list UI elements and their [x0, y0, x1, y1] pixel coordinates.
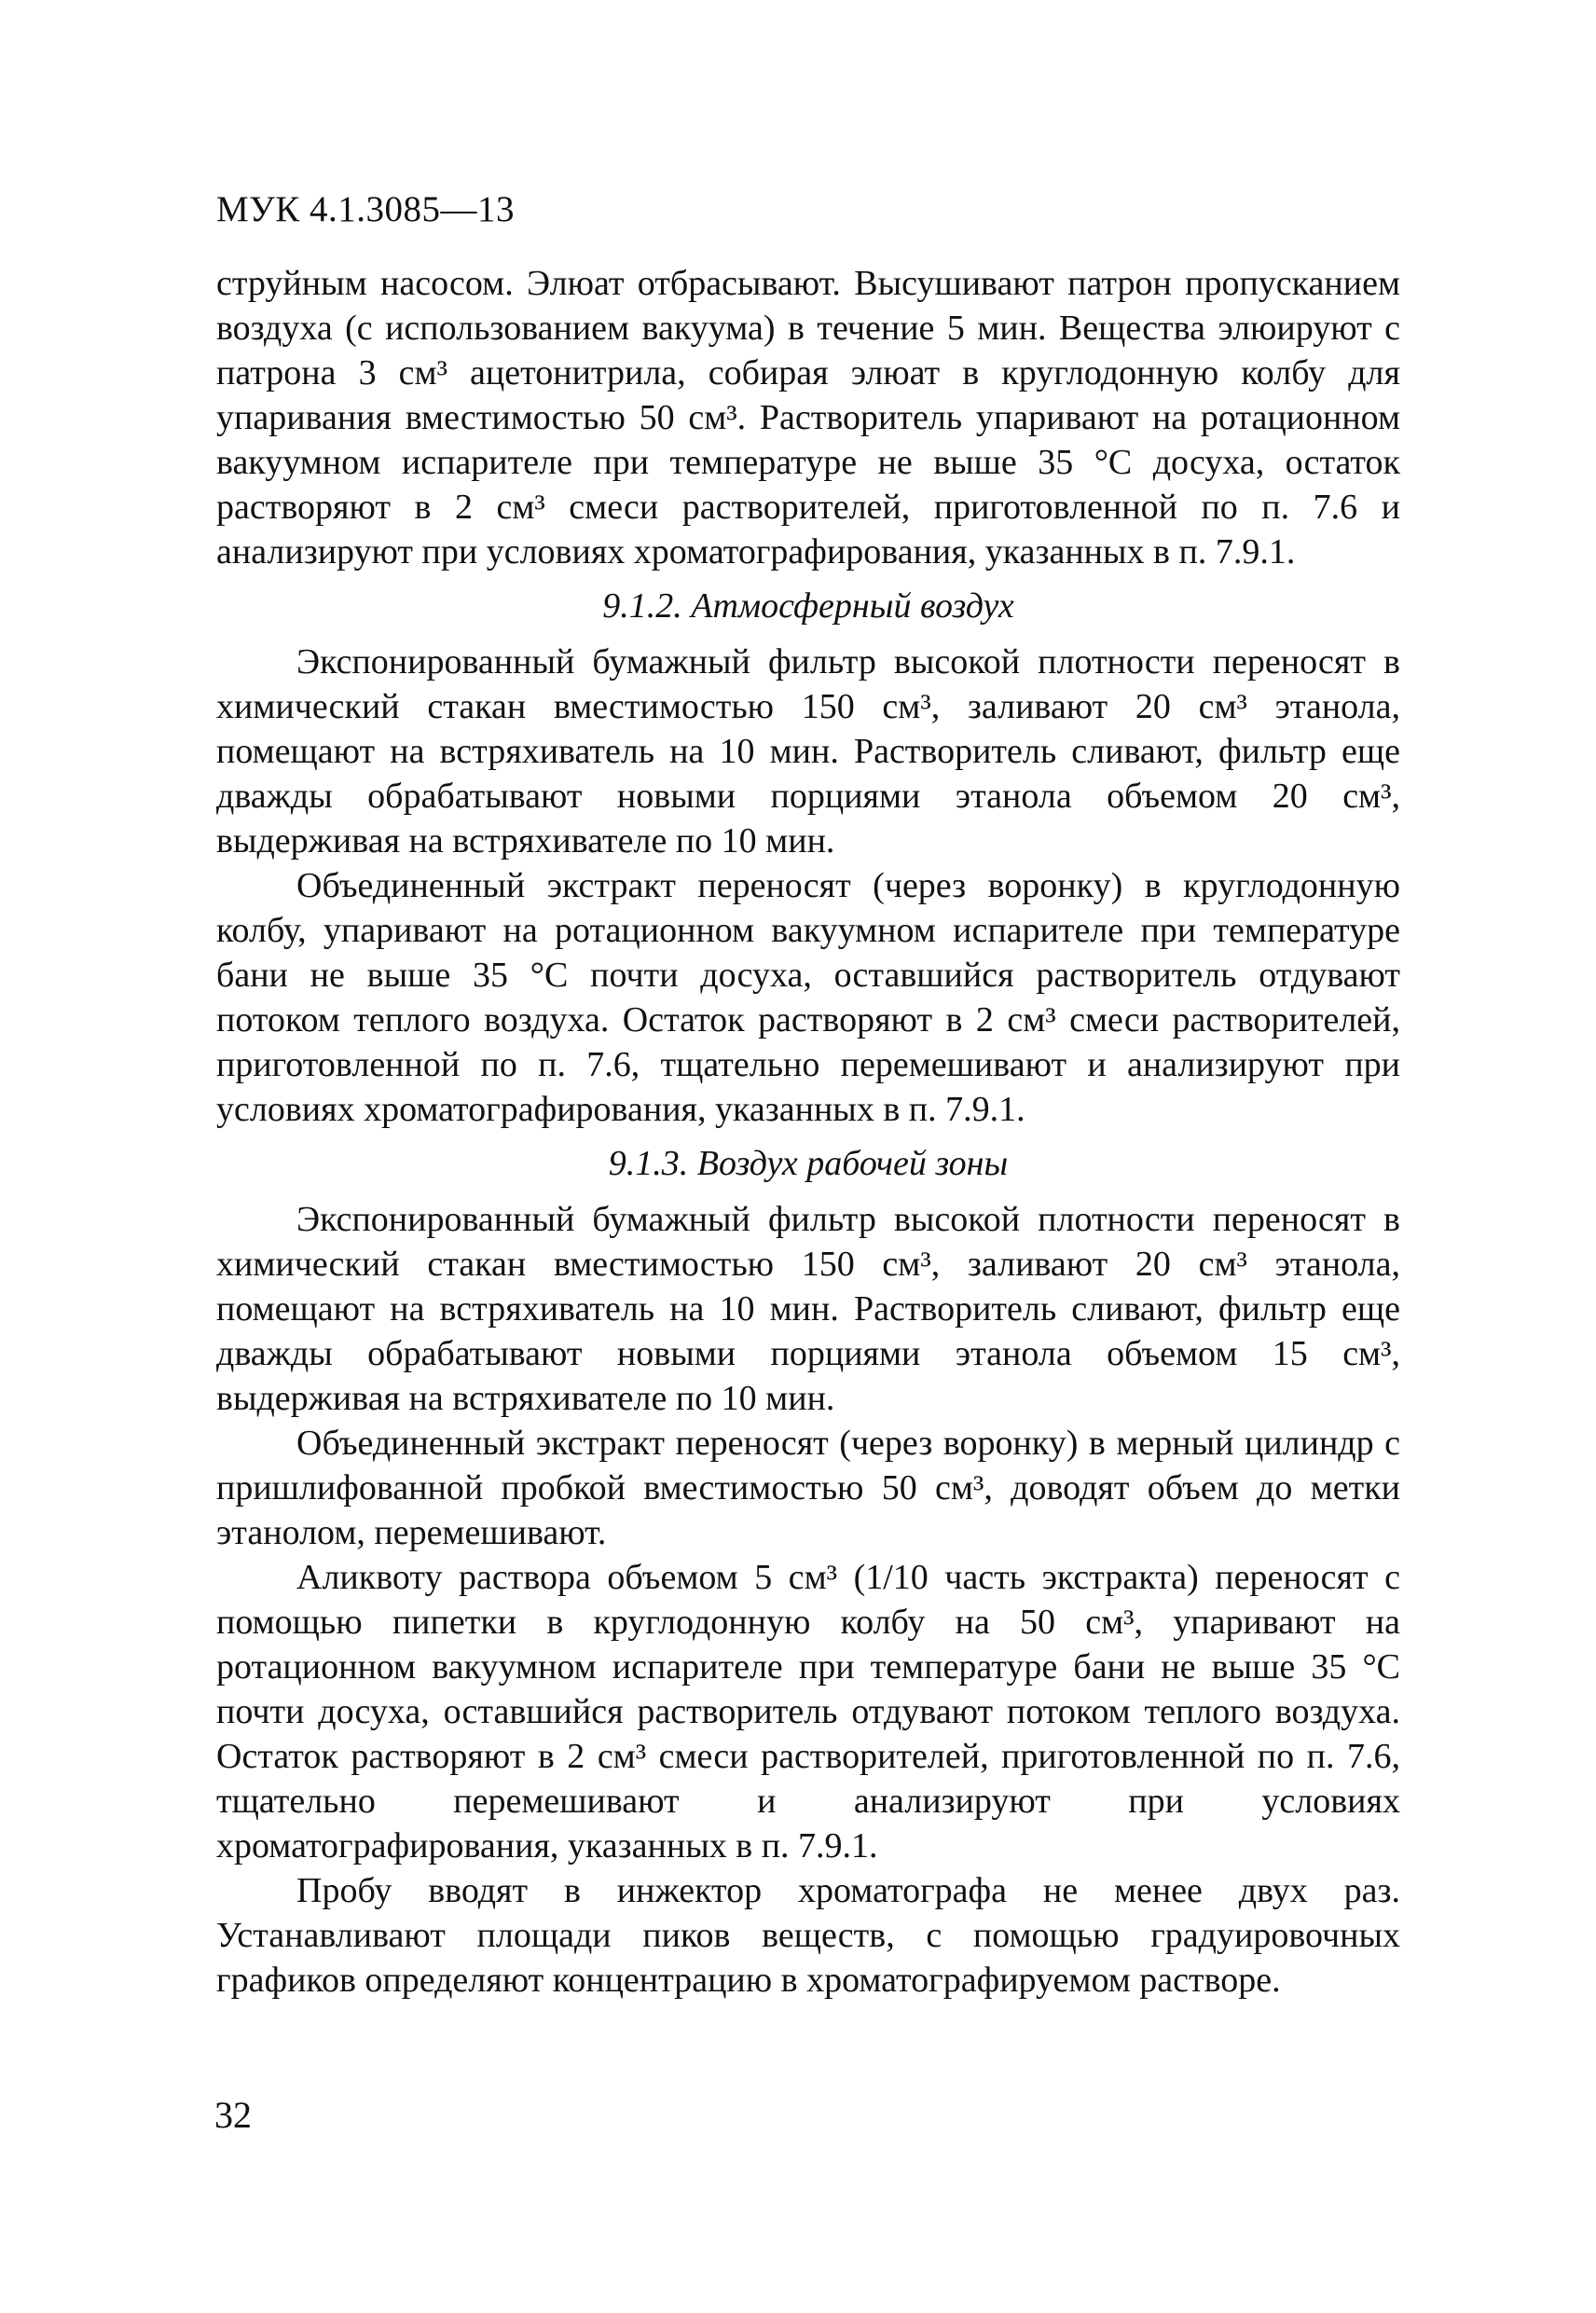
- section-heading-9-1-2: 9.1.2. Атмосферный воздух: [602, 586, 1014, 626]
- paragraph-9-1-2-2: Объединенный экстракт переносят (через воронку) в круглодонную колбу, упаривают на ротационном вакуумном испарителе при температуре бани не выше 35 °С почти досуха, оставшийся растворитель отдувают потоком теплого воздуха. Остаток растворяют в 2 см³ смеси растворителей, приготовленной по п. 7.6, тщательно перемешивают и анализируют при условиях хроматографирования, указанных в п. 7.9.1.: [216, 866, 1400, 1129]
- document-code-header: МУК 4.1.3085—13: [216, 189, 516, 229]
- page-content: [216, 261, 1400, 2003]
- paragraph-9-1-3-3: Аликвоту раствора объемом 5 см³ (1/10 часть экстракта) переносят с помощью пипетки в круглодонную колбу на 50 см³, упаривают на ротационном вакуумном испарителе при температуре бани не выше 35 °С почти досуха, оставшийся растворитель отдувают потоком теплого воздуха. Остаток растворяют в 2 см³ смеси растворителей, приготовленной по п. 7.6, тщательно перемешивают и анализируют при условиях хроматографирования, указанных в п. 7.9.1.: [216, 1558, 1400, 1866]
- section-heading-9-1-3: 9.1.3. Воздух рабочей зоны: [608, 1144, 1009, 1183]
- paragraph-9-1-3-2: Объединенный экстракт переносят (через воронку) в мерный цилиндр с пришлифованной пробкой вместимостью 50 см³, доводят объем до метки этанолом, перемешивают.: [216, 1424, 1400, 1552]
- page-number: 32: [214, 2094, 252, 2136]
- paragraph-9-1-2-1: Экспонированный бумажный фильтр высокой плотности переносят в химический стакан вместимостью 150 см³, заливают 20 см³ этанола, помещают на встряхиватель на 10 мин. Растворитель сливают, фильтр еще дважды обрабатывают новыми порциями этанола объемом 20 см³, выдерживая на встряхивателе по 10 мин.: [216, 642, 1400, 860]
- paragraph-9-1-3-4: Пробу вводят в инжектор хроматографа не менее двух раз. Устанавливают площади пиков веществ, с помощью градуировочных графиков определяют концентрацию в хроматографируемом растворе.: [216, 1871, 1400, 2000]
- paragraph-9-1-3-1: Экспонированный бумажный фильтр высокой плотности переносят в химический стакан вместимостью 150 см³, заливают 20 см³ этанола, помещают на встряхиватель на 10 мин. Растворитель сливают, фильтр еще дважды обрабатывают новыми порциями этанола объемом 15 см³, выдерживая на встряхивателе по 10 мин.: [216, 1200, 1400, 1418]
- paragraph-intro: струйным насосом. Элюат отбрасывают. Высушивают патрон пропусканием воздуха (с использованием вакуума) в течение 5 мин. Вещества элюируют с патрона 3 см³ ацетонитрила, собирая элюат в круглодонную колбу для упаривания вместимостью 50 см³. Растворитель упаривают на ротационном вакуумном испарителе при температуре не выше 35 °С досуха, остаток растворяют в 2 см³ смеси растворителей, приготовленной по п. 7.6 и анализируют при условиях хроматографирования, указанных в п. 7.9.1.: [216, 264, 1400, 571]
